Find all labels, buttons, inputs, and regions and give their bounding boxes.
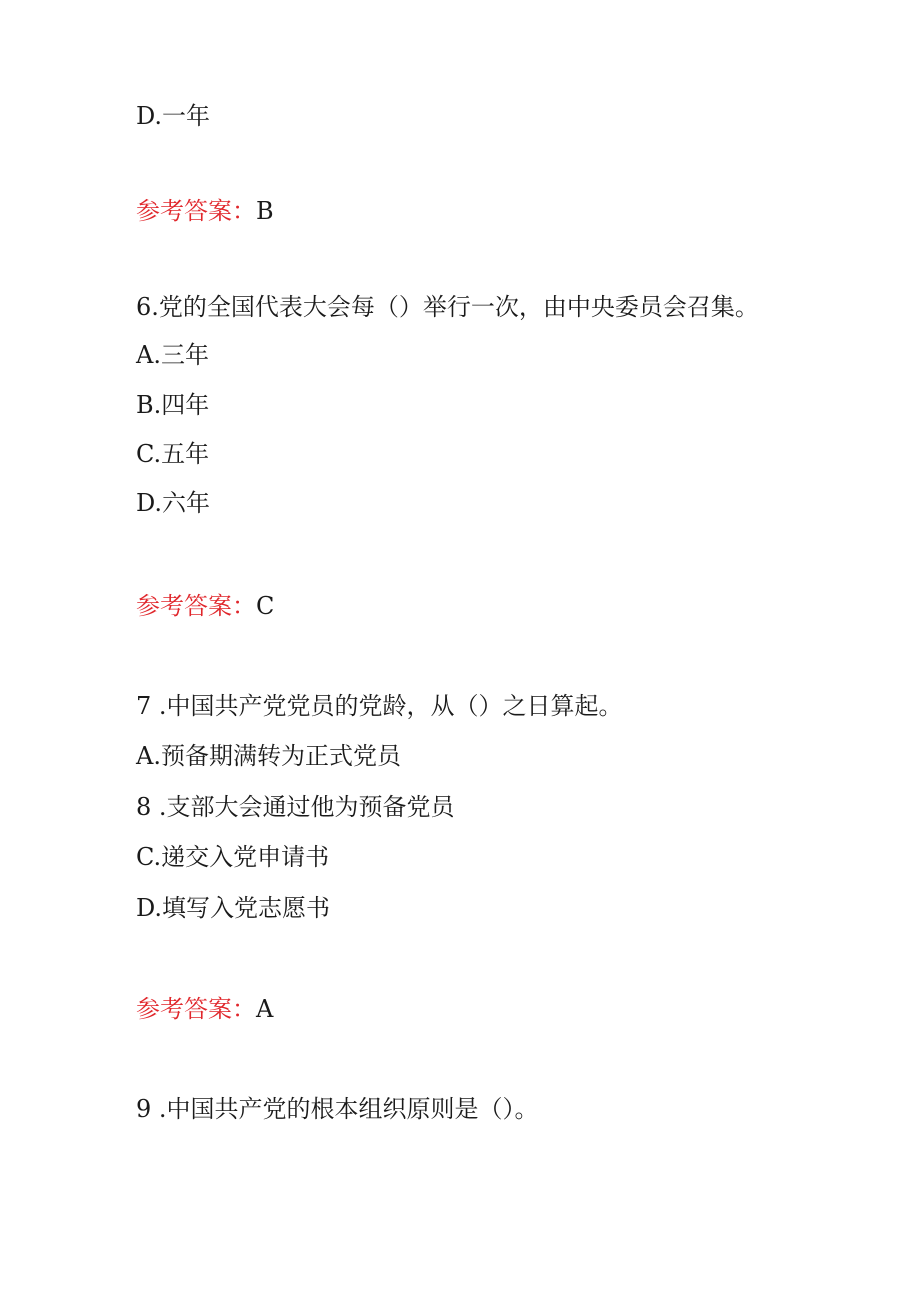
question-7: 7 .中国共产党党员的党龄，从（）之日算起。 (136, 692, 623, 720)
answer-line (136, 591, 274, 621)
answer-label: 参考答案： (136, 592, 256, 620)
answer-line (136, 994, 273, 1024)
answer-label: 参考答案： (136, 197, 256, 225)
answer-value: C (256, 592, 275, 620)
option-b: B.四年 (136, 391, 210, 419)
option-d: D.一年 (136, 102, 211, 130)
answer-value: B (256, 197, 274, 225)
question-9: 9 .中国共产党的根本组织原则是（）。 (136, 1095, 539, 1123)
option-d: D.填写入党志愿书 (136, 894, 331, 922)
option-a: A.三年 (136, 341, 209, 369)
answer-line (136, 196, 274, 226)
answer-label: 参考答案： (136, 995, 256, 1023)
option-c: C.五年 (136, 440, 210, 468)
question-6: 6.党的全国代表大会每（）举行一次，由中央委员会召集。 (136, 293, 759, 321)
option-c: C.递交入党申请书 (136, 843, 330, 871)
option-d: D.六年 (136, 489, 211, 517)
option-a: A.预备期满转为正式党员 (136, 742, 401, 770)
option-b: 8 .支部大会通过他为预备党员 (136, 793, 455, 821)
answer-value: A (256, 995, 274, 1023)
